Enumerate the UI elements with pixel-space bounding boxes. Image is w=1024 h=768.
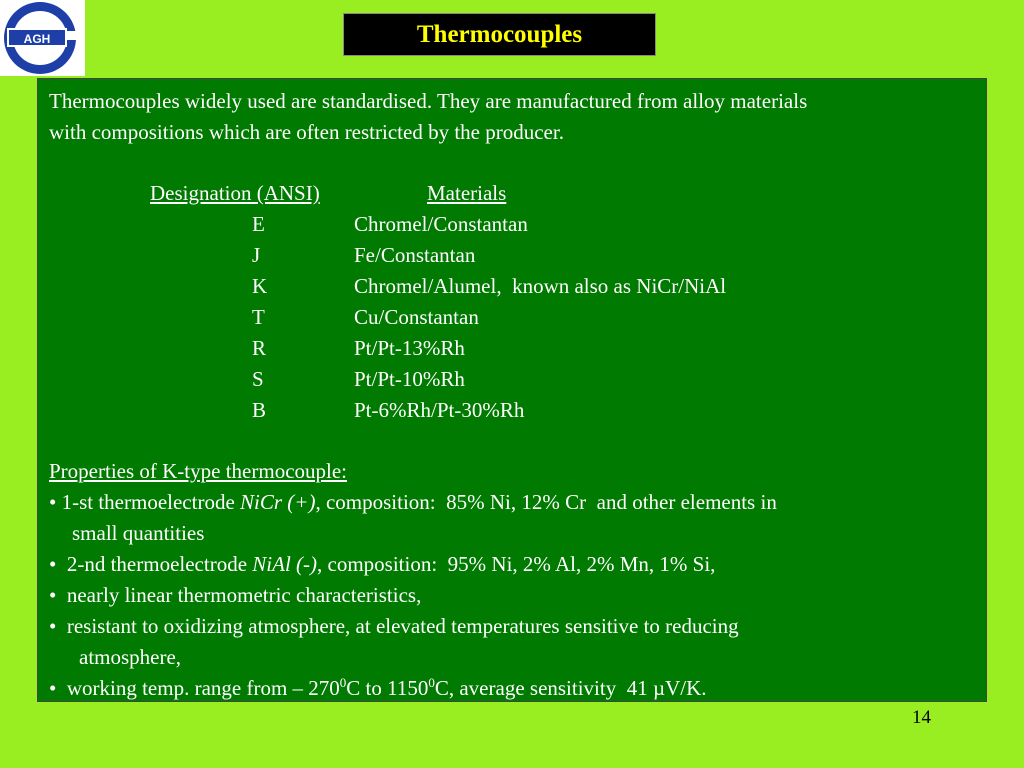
bullet-1-cont: small quantities bbox=[72, 521, 205, 545]
designation-code: B bbox=[252, 398, 267, 422]
intro-line-2: with compositions which are often restricted by the producer. bbox=[49, 120, 564, 144]
designation-code: J bbox=[252, 243, 261, 267]
agh-logo bbox=[0, 0, 85, 76]
designation-code: R bbox=[252, 336, 267, 360]
designation-code: T bbox=[252, 305, 265, 329]
material-name: Chromel/Constantan bbox=[354, 212, 528, 236]
content-panel bbox=[37, 78, 987, 702]
title-box bbox=[343, 13, 656, 56]
bullet-5: • working temp. range from – $270^0C$ to 1150$^0$C, average sensitivity 41 µV/K. bbox=[49, 675, 707, 700]
bullet-1: • 1-st thermoelectrode NiCr (+), composition: 85% Ni, 12% Cr and other elements in bbox=[49, 490, 777, 514]
material-name: Chromel/Alumel, known also as NiCr/NiAl bbox=[354, 274, 727, 298]
material-name: Cu/Constantan bbox=[354, 305, 479, 329]
bullet-4-cont: atmosphere, bbox=[79, 645, 182, 669]
material-name: Fe/Constantan bbox=[354, 243, 476, 267]
bullet-2: • 2-nd thermoelectrode NiAl (-), composition: 95% Ni, 2% Al, 2% Mn, 1% Si, bbox=[49, 552, 716, 576]
page-number: 14 bbox=[912, 707, 931, 728]
material-name: Pt-6%Rh/Pt-30%Rh bbox=[354, 398, 525, 422]
material-name: Pt/Pt-10%Rh bbox=[354, 367, 465, 391]
material-name: Pt/Pt-13%Rh bbox=[354, 336, 465, 360]
materials-header: Materials bbox=[427, 181, 507, 205]
designation-header: Designation (ANSI) bbox=[150, 181, 320, 205]
logo-text: AGH bbox=[23, 32, 51, 46]
properties-heading: Properties of K-type thermocouple: bbox=[49, 459, 347, 483]
page-title: Thermocouples bbox=[416, 20, 583, 48]
intro-line-1: Thermocouples widely used are standardised. They are manufactured from alloy materials bbox=[49, 89, 808, 113]
designation-code: K bbox=[252, 274, 268, 298]
bullet-4: • resistant to oxidizing atmosphere, at elevated temperatures sensitive to reducing bbox=[49, 614, 739, 638]
designation-code: E bbox=[252, 212, 265, 236]
designation-code: S bbox=[252, 367, 264, 391]
bullet-3: • nearly linear thermometric characteristics, bbox=[49, 583, 422, 607]
